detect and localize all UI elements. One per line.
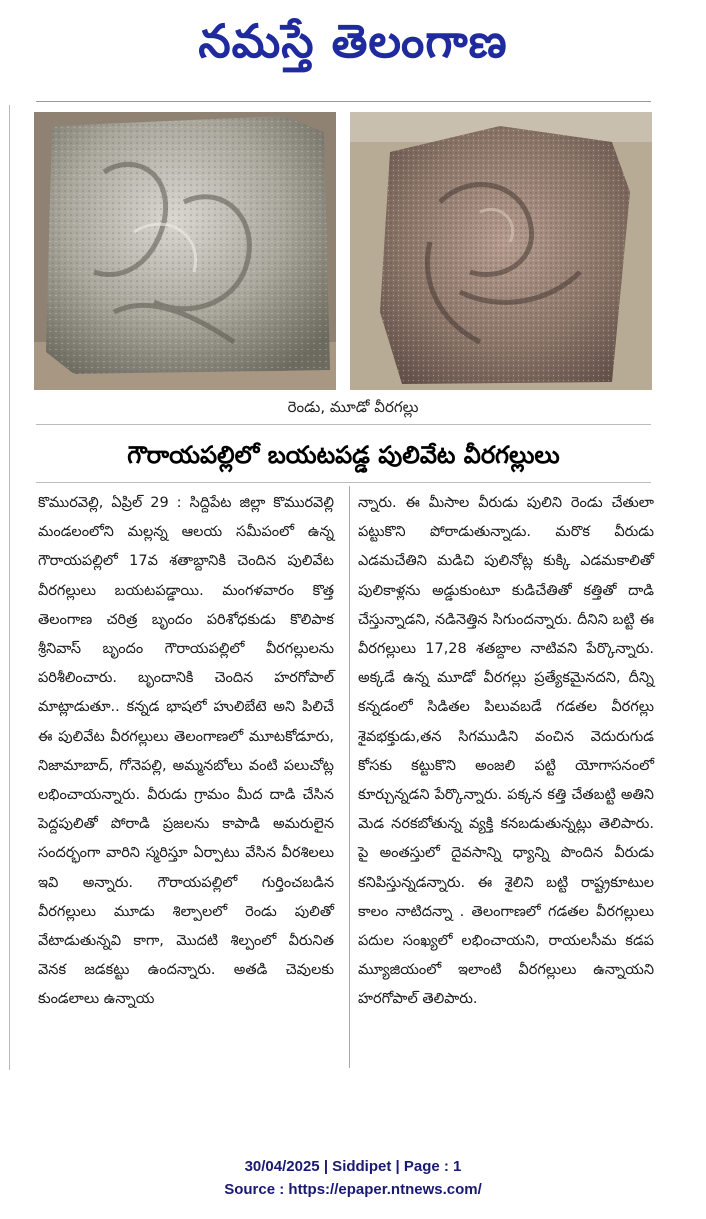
caption-divider	[36, 424, 651, 425]
masthead-title: నమస్తే తెలంగాణ	[198, 14, 508, 68]
stone-photo-right-graphic	[350, 112, 652, 390]
article-headline: గౌరాయపల్లిలో బయటపడ్డ పులివేట వీరగల్లులు	[127, 441, 560, 469]
stone-photo-left-graphic	[34, 112, 336, 390]
hero-stone-photo-right	[350, 112, 652, 390]
footer-source-link[interactable]: Source : https://epaper.ntnews.com/	[224, 1181, 482, 1198]
photo-caption: రెండు, మూడో వీరగల్లు	[287, 398, 419, 416]
article-column-left: కొమురవెల్లి, ఏప్రిల్ 29 : సిద్దిపేట జిల్లా కొమురవెల్లి మండలంలోని మల్లన్న ఆలయ సమీపంలో ఉన్న గౌరాయపల్లిలో 17వ శతాబ్దానికి చెందిన పులివేట వీరగల్లులు బయటపడ్డాయి. మంగళవారం కొత్త తెలంగాణ చరిత్ర బృందం పరిశోధకుడు కొలిపాక శ్రీనివాస్ బృందం గౌరాయపల్లిలో వీరగల్లులను పరిశీలించారు. బృందానికి చెందిన హరగోపాల్ మాట్లాడుతూ.. కన్నడ భాషలో హులిబేటె అని పిలిచే ఈ పులివేట వీరగల్లులు తెలంగాణలో మూటకోడూరు, నిజామాబాద్, గోనెపల్లి, అమ్మనబోలు వంటి పలుచోట్ల లభించాయన్నారు. వీరుడు గ్రామం మీద దాడి చేసిన పెద్దపులితో పోరాడి ప్రజలను కాపాడి అమరులైన సందర్భంగా వారిని స్మరిస్తూ ఏర్పాటు వేసిన వీరశిలలు ఇవి అన్నారు. గౌరాయపల్లిలో గుర్తించబడిన వీరగల్లులు మూడు శిల్పాలలో రెండు పులితో వేటాడుతున్నవి కాగా, మొదటి శిల్పంలో వీరునిత వెనక జడకట్టు ఉందన్నారు. అతడి చెవులకు కుండలాలు ఉన్నాయ	[38, 495, 334, 1008]
hero-stone-photo-left	[34, 112, 336, 390]
article-column-right: న్నారు. ఈ మీసాల వీరుడు పులిని రెండు చేతులా పట్టుకొని పోరాడుతున్నాడు. మరొక వీరుడు ఎడమచేతిని మడిచి పులినోట్ల కుక్కి ఎడమకాలితో పులికాళ్లను అడ్డుకుంటూ కుడిచేతితో కత్తితో దాడి చేస్తున్నాడని, నడినెత్తిన సిగుందన్నారు. దీనిని బట్టి ఈ వీరగల్లులు 17,28 శతబ్దాల నాటివని పేర్కొన్నారు. అక్కడే ఉన్న మూడో వీరగల్లు ప్రత్యేకమైనదని, దీన్ని కన్నడంలో సిడితల పిలువబడే గడతల వీరగల్లు శైవభక్తుడు,తన సిగముడిని వంచిన వెదురుగుడ కోసకు కట్టుకొని అంజలి పట్టి యోగాసనంలో కూర్చున్నడని పేర్కొన్నారు. పక్కన కత్తి చేతబట్టి అతిని మెడ నరకబోతున్న వ్యక్తి కనబడుతున్నట్లు తెలిపారు. పై అంతస్తులో దైవసాన్ని ధ్యాన్ని పొందిన వీరుడు కనిపిస్తున్నడన్నారు. ఈ శైలిని బట్టి రాష్ట్రకూటుల కాలం నాటిదన్నా . తెలంగాణలో గడతల వీరగల్లులు పదుల సంఖ్యలో లభించాయని, రాయలసీమ కడప మ్యూజియంలో ఇలాంటి వీరగల్లులు ఉన్నాయని హరగోపాల్ తెలిపారు.	[358, 495, 654, 1008]
headline-divider	[36, 482, 651, 483]
footer-date-edition: 30/04/2025 | Siddipet | Page : 1	[244, 1158, 462, 1175]
masthead-divider	[36, 101, 651, 102]
column-divider	[349, 486, 350, 1068]
left-margin-rule	[9, 105, 10, 1070]
